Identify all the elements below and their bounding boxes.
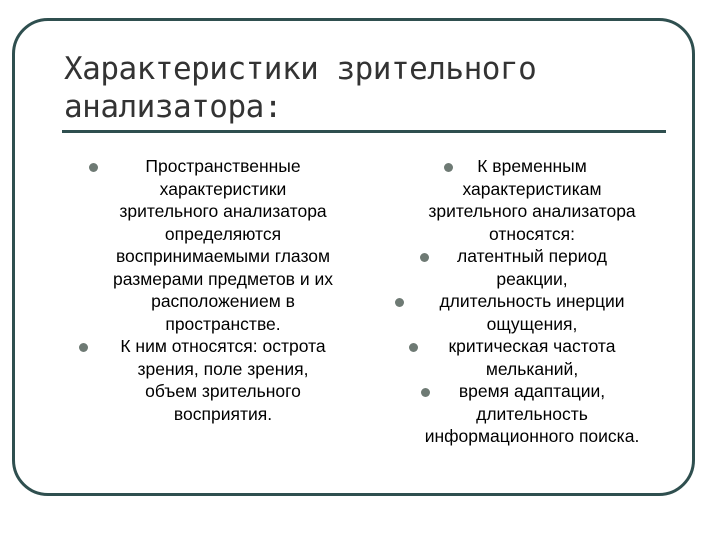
right-item-2-text: латентный период реакции, xyxy=(457,246,607,289)
right-column xyxy=(396,155,668,448)
slide-title-line-2: анализатора: xyxy=(64,89,282,125)
bullet-icon xyxy=(444,163,453,172)
slide-title xyxy=(64,50,664,126)
title-underline xyxy=(62,130,666,133)
right-item-3-text: длительность инерции ощущения, xyxy=(439,291,625,334)
left-column xyxy=(78,155,368,425)
right-item-4 xyxy=(396,335,668,380)
bullet-icon xyxy=(79,343,88,352)
left-item-1-text: Пространственные характеристики зрительного анализатора определяются воспринимаемыми глазом размерами предметов и их расположением в пространстве. xyxy=(112,156,333,334)
bullet-icon xyxy=(89,163,98,172)
slide-title-line-1: Характеристики зрительного xyxy=(64,51,537,87)
left-item-2 xyxy=(78,335,368,425)
right-item-5 xyxy=(396,380,668,448)
right-item-1 xyxy=(396,155,668,245)
left-item-2-text: К ним относятся: острота зрения, поле зрения, объем зрительного восприятия. xyxy=(120,336,326,424)
left-item-1 xyxy=(78,155,368,335)
right-item-2 xyxy=(396,245,668,290)
bullet-icon xyxy=(395,298,404,307)
right-item-1-text: К временным характеристикам зрительного анализатора относятся: xyxy=(428,156,636,244)
bullet-icon xyxy=(421,388,430,397)
right-item-4-text: критическая частота мельканий, xyxy=(448,336,616,379)
right-item-3 xyxy=(396,290,668,335)
bullet-icon xyxy=(409,343,418,352)
right-item-5-text: время адаптации, длительность информационного поиска. xyxy=(424,381,640,446)
bullet-icon xyxy=(420,253,429,262)
